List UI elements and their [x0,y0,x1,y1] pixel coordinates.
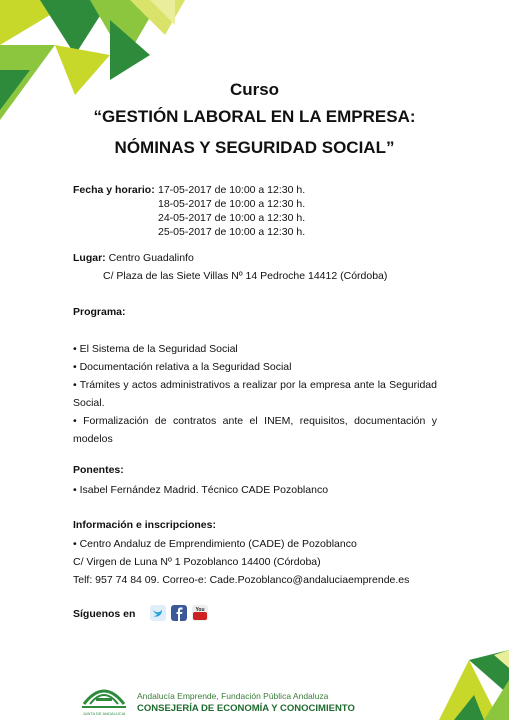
social-label: Síguenos en [73,608,136,620]
location-address: C/ Plaza de las Siete Villas Nº 14 Pedroche 14412 (Córdoba) [103,270,388,282]
twitter-icon[interactable] [150,604,166,622]
youtube-icon[interactable] [192,604,208,622]
program-list [73,340,437,448]
schedule-date-3: 24-05-2017 de 10:00 a 12:30 h. [158,212,306,224]
junta-andalucia-logo [76,676,132,718]
info-center: • Centro Andaluz de Emprendimiento (CADE) de Pozoblanco [73,538,357,550]
logo-caption: JUNTA DE ANDALUCIA [82,711,126,716]
location-name: Centro Guadalinfo [108,252,194,264]
info-address: C/ Virgen de Luna Nº 1 Pozoblanco 14400 (Córdoba) [73,556,321,568]
program-item: • El Sistema de la Seguridad Social [73,343,238,355]
info-label: Información e inscripciones: [73,519,216,531]
schedule-date-1: 17-05-2017 de 10:00 a 12:30 h. [158,184,306,196]
youtube-icon-text: You [195,607,205,613]
location-label: Lugar: [73,252,106,264]
program-item: • Formalización de contratos ante el INEM, requisitos, documentación y modelos [73,415,437,445]
facebook-icon[interactable] [171,604,187,622]
speakers-label: Ponentes: [73,464,124,476]
location-line [73,252,194,264]
decorative-triangles-bottom-right [399,650,509,720]
speaker-item: • Isabel Fernández Madrid. Técnico CADE Pozoblanco [73,484,329,496]
course-title-line-1: “GESTIÓN LABORAL EN LA EMPRESA: [93,107,416,126]
program-item: • Documentación relativa a la Seguridad Social [73,361,292,373]
program-label: Programa: [73,306,126,318]
course-title-line-2: NÓMINAS Y SEGURIDAD SOCIAL” [114,138,395,157]
program-item: • Trámites y actos administrativos a realizar por la empresa ante la Seguridad Social. [73,379,437,409]
info-contact: Telf: 957 74 84 09. Correo-e: Cade.Pozoblanco@andaluciaemprende.es [73,574,410,586]
schedule-date-2: 18-05-2017 de 10:00 a 12:30 h. [158,198,306,210]
footer-org-line: Andalucía Emprende, Fundación Pública Andaluza [137,691,329,701]
schedule-label: Fecha y horario: [73,184,155,196]
footer-dept-line: CONSEJERÍA DE ECONOMÍA Y CONOCIMIENTO [137,703,355,714]
course-kicker: Curso [229,80,280,99]
schedule-date-4: 25-05-2017 de 10:00 a 12:30 h. [158,226,306,238]
